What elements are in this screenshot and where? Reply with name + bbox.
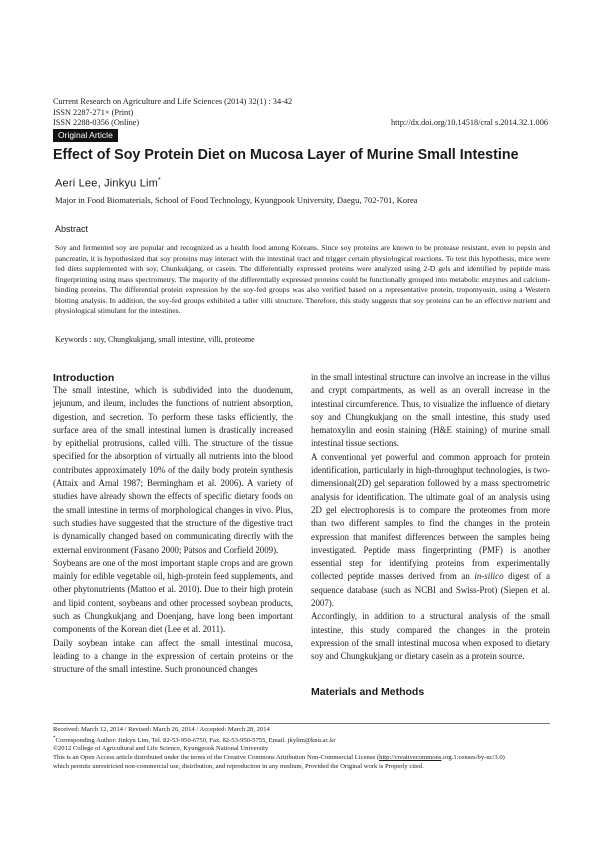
intro-paragraph-1: The small intestine, which is subdivided into the duodenum, jejunum, and ileum, includes the functions of nutrient absorption, digestion, and secretion. To perform these tasks efficiently, the surface area of the small intestinal lumen is drastically increased by epithelial protrusions, called villi. The structure of the tissue specified for the absorption of virtually all nutrients into the blood contributes approximately 10% of the daily body protein synthesis (Attaix and Arnal 1987; Bermingham et al. 2006). A variety of studies have already shown the effects of specific dietary foods on the small intestine in terms of morphological changes in vivo. Plus, such studies have suggested that the structure of the digestive tract is dynamically changed based on communicating directly with the external environment (Fasano 2000; Patsos and Corfield 2009).: [53, 385, 293, 555]
issn-online: ISSN 2288-0356 (Online): [53, 118, 140, 127]
author-mark: *: [158, 177, 161, 184]
dates-line: Received: March 12, 2014 / Revised: March 26, 2014 / Accepted: March 28, 2014: [53, 726, 270, 733]
abstract-text: Soy and fermented soy are popular and recognized as a health food among Koreans. Since soy proteins are known to be protease resistant, even to pepsin and pancreatin, it is hypothesized that soy proteins may interact with the intestinal tract and trigger certain physiological reactions. To test this hypothesis, mice were fed diets supplemented with soy, Chunkukjang, or casein. The differentially expressed proteins were analyzed using 2-D gels and identified by peptide mass fingerprinting using mass spectrometry. The majority of the differentially expressed proteins could be functionally grouped into metabolic enzymes and calcium-binding proteins. The differential protein expression by the soy-fed groups was also verified based on a representative protein, tropomyosin, using a Western blotting analysis. In addition, the soy-fed groups exhibited a taller villi structure. Therefore, this study suggests that soy proteins can be an effective nutrient and physiological stimulant for the intestines.: [55, 243, 550, 316]
license-line: [53, 754, 553, 763]
introduction-heading: Introduction: [53, 372, 115, 384]
doi-link[interactable]: http://dx.doi.org/10.14518/cral s.2014.32.1.006: [390, 118, 548, 127]
footer-rule: [53, 723, 550, 724]
issn-print: ISSN 2287-271× (Print): [53, 107, 134, 117]
corresponding-text: Corresponding Author: Jinkyu Lim, Tel. 82-53-950-6750, Fax. 82-53-950-5755, Email. jkylim@knu.ac.kr: [55, 736, 336, 744]
license-text-b: .org.1:censes/by-nc/3.0): [441, 753, 505, 761]
copyright-line: ©2012 College of Agricultural and Life Science, Kyungpook National University: [53, 745, 269, 753]
intro-paragraph-4: in the small intestinal structure can involve an increase in the villus and crypt compartments, as well as an overall increase in the intestinal circumference. Thus, to visualize the influence of dietary soy and Chungkukjang on the small intestine, this study used hematoxylin and eosin staining (H&E staining) of murine small intestinal tissue sections.: [311, 372, 550, 449]
intro-paragraph-5: [311, 451, 550, 611]
p5-italic: in-silico: [474, 571, 504, 582]
methods-heading: Materials and Methods: [311, 686, 425, 698]
affiliation: Major in Food Biomaterials, School of Food Technology, Kyungpook University, Daegu, 702-701, Korea: [55, 195, 418, 205]
p5-text-a: A conventional yet powerful and common approach for protein identification, particularly in high-throughput technologies, is two-dimensional(2D) gel separation followed by a mass spectrometric analysis for identification. The ultimate goal of an analysis using 2D gel electrophoresis is to compare the proteomes from more than two different samples to find the changes in the protein expression that manifest differences between the samples being investigated. Peptide mass fingerprinting (PMF) is another essential step for identifying proteins from experimentally collected peptide masses derived from an: [311, 451, 550, 582]
p5-text-b: digest of a sequence database (such as NCBI and Swiss-Prot) (Siepen et al. 2007).: [311, 571, 550, 609]
keywords: Keywords : soy, Chungkukjang, small intestine, villi, proteome: [55, 335, 255, 344]
article-title: Effect of Soy Protein Diet on Mucosa Layer of Murine Small Intestine: [53, 147, 519, 163]
intro-paragraph-3: Daily soybean intake can affect the small intestinal mucosa, leading to a change in the expression of certain proteins or the structure of the small intestine. Such pronounced changes: [53, 637, 293, 675]
intro-paragraph-2: Soybeans are one of the most important staple crops and are grown mainly for edible vegetable oil, high-protein feed supplements, and other phytonutrients (Mattoo et al. 2010). Due to their high protein and lipid content, soybeans and other processed soybean products, such as Chungkukjang and Doenjang, have long been important components of the Korean diet (Lee et al. 2011).: [53, 557, 293, 635]
license-line-2: which permits unrestricted non-commercial use, distribution, and reproduction in any medium, Provided the Original work is Properly cited.: [53, 762, 424, 770]
journal-citation: Current Research on Agriculture and Life Sciences (2014) 32(1) : 34-42: [53, 97, 293, 106]
corresponding-mark: *: [53, 735, 56, 741]
intro-paragraph-6: Accordingly, in addition to a structural analysis of the small intestine, this study compared the changes in the protein expression of the small intestinal mucosa when exposed to dietary soy and Chungkukjang or dietary casein as a protein source.: [311, 611, 550, 662]
article-type-badge: Original Article: [53, 129, 118, 142]
abstract-heading: Abstract: [55, 224, 89, 234]
authors: [55, 177, 161, 190]
footer: [53, 726, 553, 771]
right-column: [311, 371, 550, 664]
corresponding-line: [53, 735, 553, 746]
license-text-a: This is an Open Access article distributed under the terms of the Creative Commons Attribution Non-Commercial License (: [53, 753, 380, 761]
journal-header: [53, 97, 353, 129]
author-names: Aeri Lee, Jinkyu Lim: [55, 177, 159, 190]
left-column: [53, 384, 293, 677]
license-link[interactable]: http://creativecommons: [379, 753, 442, 761]
